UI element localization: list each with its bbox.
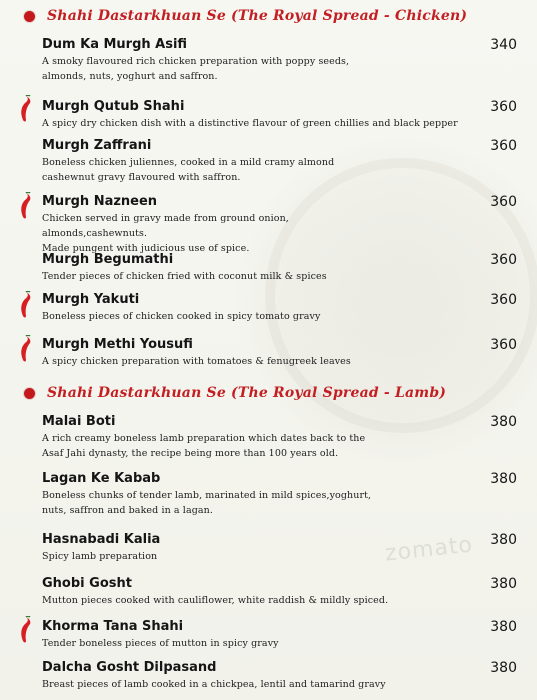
red-chili-icon (18, 616, 32, 644)
menu-item-name: Murgh Nazneen (42, 194, 158, 209)
red-chili-icon (18, 192, 32, 220)
menu-item-price: 360 (490, 292, 517, 308)
menu-item-desc-line: Boneless chicken juliennes, cooked in a mild cramy almond (42, 157, 335, 168)
menu-item-desc-line: Breast pieces of lamb cooked in a chickpea, lentil and tamarind gravy (42, 679, 386, 690)
menu-item-price: 380 (490, 532, 517, 548)
menu-item-dum-ka-murgh-asifi (42, 37, 527, 84)
menu-item-murgh-nazneen (42, 194, 527, 256)
menu-item-hasnabadi-kalia (42, 532, 527, 567)
menu-item-price: 340 (490, 37, 517, 53)
menu-item-name: Dalcha Gosht Dilpasand (42, 660, 217, 675)
menu-item-khorma-tana-shahi (42, 619, 527, 651)
menu-item-desc (42, 309, 392, 324)
menu-item-desc-line: Chicken served in gravy made from ground onion, almonds,cashewnuts. (42, 213, 289, 239)
menu-item-desc (42, 431, 392, 461)
menu-item-name: Dum Ka Murgh Asifi (42, 37, 188, 52)
menu-item-desc-line: Tender boneless pieces of mutton in spicy gravy (42, 638, 279, 649)
menu-item-desc (42, 636, 392, 651)
menu-item-desc-line: Tender pieces of chicken fried with coconut milk & spices (42, 271, 327, 282)
red-dot-icon (24, 11, 35, 22)
menu-item-name: Murgh Zaffrani (42, 138, 152, 153)
menu-item-murgh-begumathi (42, 252, 527, 284)
red-chili-icon (18, 291, 32, 319)
menu-item-price: 360 (490, 99, 517, 115)
menu-item-name: Lagan Ke Kabab (42, 471, 161, 486)
menu-item-desc-line: Boneless chunks of tender lamb, marinated in mild spices,yoghurt, (42, 490, 372, 501)
menu-item-price: 360 (490, 337, 517, 353)
menu-item-price: 360 (490, 138, 517, 154)
menu-item-malai-boti (42, 414, 527, 461)
menu-item-desc (42, 54, 392, 84)
menu-item-name: Murgh Begumathi (42, 252, 174, 267)
menu-item-desc (42, 211, 392, 256)
menu-item-price: 360 (490, 194, 517, 210)
menu-item-name: Ghobi Gosht (42, 576, 132, 591)
menu-item-desc-line: cashewnut gravy flavoured with saffron. (42, 172, 241, 183)
menu-item-price: 380 (490, 660, 517, 676)
menu-item-dalcha-gosht-dilpasand (42, 660, 527, 692)
menu-item-desc (42, 269, 392, 284)
menu-item-desc-line: A spicy dry chicken dish with a distinctive flavour of green chillies and black pepper (42, 118, 458, 129)
menu-item-desc (42, 593, 462, 608)
menu-item-price: 380 (490, 471, 517, 487)
menu-item-murgh-yakuti (42, 292, 527, 324)
menu-item-name: Hasnabadi Kalia (42, 532, 161, 547)
red-dot-icon (24, 388, 35, 399)
menu-item-name: Murgh Yakuti (42, 292, 140, 307)
menu-item-desc (42, 116, 472, 131)
menu-item-desc-line: A rich creamy boneless lamb preparation which dates back to the (42, 433, 366, 444)
menu-item-price: 360 (490, 252, 517, 268)
menu-item-desc-line: Boneless pieces of chicken cooked in spicy tomato gravy (42, 311, 321, 322)
menu-item-desc (42, 155, 392, 185)
red-chili-icon (18, 95, 32, 123)
menu-item-price: 380 (490, 414, 517, 430)
section-title-lamb: Shahi Dastarkhuan Se (The Royal Spread - Lamb) (47, 385, 447, 401)
menu-item-name: Khorma Tana Shahi (42, 619, 184, 634)
menu-item-name: Murgh Qutub Shahi (42, 99, 185, 114)
section-header-chicken (24, 8, 467, 24)
menu-item-desc-line: Made pungent with judicious use of spice. (42, 243, 250, 254)
menu-item-name: Malai Boti (42, 414, 116, 429)
menu-item-murgh-qutub-shahi (42, 99, 527, 131)
menu-item-desc-line: A spicy chicken preparation with tomatoes & fenugreek leaves (42, 356, 351, 367)
menu-item-desc (42, 549, 392, 564)
menu-item-price: 380 (490, 576, 517, 592)
watermark-zomato: zomato (383, 532, 475, 567)
menu-item-murgh-zaffrani (42, 138, 527, 185)
red-chili-icon (18, 335, 32, 363)
menu-item-desc-line: nuts, saffron and baked in a lagan. (42, 505, 213, 516)
menu-item-desc (42, 677, 472, 692)
menu-item-desc-line: Spicy lamb preparation (42, 551, 158, 562)
menu-item-desc-line: A smoky flavoured rich chicken preparation with poppy seeds, (42, 56, 350, 67)
menu-item-price: 380 (490, 619, 517, 635)
menu-item-desc-line: Asaf Jahi dynasty, the recipe being more than 100 years old. (42, 448, 339, 459)
menu-item-ghobi-gosht (42, 576, 527, 608)
menu-item-murgh-methi-yousufi (42, 337, 527, 369)
section-header-lamb (24, 385, 446, 401)
section-title-chicken: Shahi Dastarkhuan Se (The Royal Spread - Chicken) (47, 8, 468, 24)
menu-item-desc (42, 354, 402, 369)
menu-item-desc-line: almonds, nuts, yoghurt and saffron. (42, 71, 218, 82)
menu-item-lagan-ke-kabab (42, 471, 527, 518)
menu-item-desc-line: Mutton pieces cooked with cauliflower, white raddish & mildly spiced. (42, 595, 389, 606)
menu-item-name: Murgh Methi Yousufi (42, 337, 193, 352)
menu-item-desc (42, 488, 392, 518)
